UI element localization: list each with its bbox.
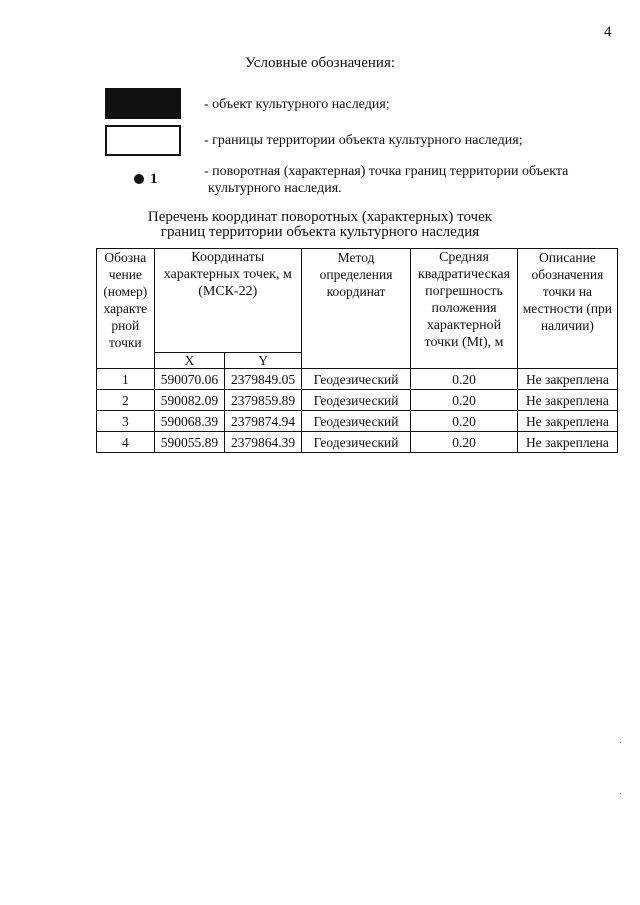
cell-error: 0.20 — [411, 432, 518, 453]
header-point-designation: Обозна чение (номер) характе рной точки — [97, 249, 155, 369]
page-number: 4 — [604, 24, 612, 40]
cell-y: 2379864.39 — [225, 432, 302, 453]
header-method: Метод определения координат — [301, 249, 410, 369]
cell-method: Геодезический — [301, 411, 410, 432]
scan-artifact-dot — [620, 793, 621, 794]
heritage-object-swatch — [105, 88, 181, 119]
cell-x: 590055.89 — [154, 432, 225, 453]
cell-y: 2379859.89 — [225, 390, 302, 411]
header-error: Средняя квадратическая погрешность положения характерной точки (Mt), м — [411, 249, 518, 369]
cell-description: Не закреплена — [517, 432, 617, 453]
header-y: Y — [225, 353, 302, 369]
cell-point-number: 2 — [97, 390, 155, 411]
cell-x: 590082.09 — [154, 390, 225, 411]
cell-point-number: 1 — [97, 369, 155, 390]
cell-error: 0.20 — [411, 390, 518, 411]
cell-y: 2379849.05 — [225, 369, 302, 390]
table-row — [97, 390, 618, 411]
cell-description: Не закреплена — [517, 411, 617, 432]
table-row — [97, 432, 618, 453]
cell-method: Геодезический — [301, 369, 410, 390]
legend-item-heritage-object: - объект культурного наследия; — [204, 97, 390, 112]
cell-y: 2379874.94 — [225, 411, 302, 432]
table-row — [97, 411, 618, 432]
cell-method: Геодезический — [301, 432, 410, 453]
cell-error: 0.20 — [411, 411, 518, 432]
legend-item-turning-point-line2: культурного наследия. — [208, 181, 342, 196]
coordinates-table — [96, 248, 618, 453]
point-dot-icon — [134, 174, 144, 184]
legend-title: Условные обозначения: — [244, 55, 396, 71]
turning-point-symbol — [134, 171, 158, 188]
cell-x: 590070.06 — [154, 369, 225, 390]
header-x: X — [154, 353, 225, 369]
header-coordinates: Координаты характерных точек, м (МСК-22) — [154, 249, 301, 353]
table-title — [0, 210, 640, 240]
cell-description: Не закреплена — [517, 369, 617, 390]
header-description: Описание обозначения точки на местности (при наличии) — [517, 249, 617, 369]
legend-item-territory-boundary: - границы территории объекта культурного наследия; — [204, 133, 523, 148]
table-title-line1: Перечень координат поворотных (характерных) точек — [147, 209, 493, 225]
cell-error: 0.20 — [411, 369, 518, 390]
cell-point-number: 3 — [97, 411, 155, 432]
cell-method: Геодезический — [301, 390, 410, 411]
legend-item-turning-point-line1: - поворотная (характерная) точка границ территории объекта — [204, 164, 569, 179]
scan-artifact-dot — [620, 742, 621, 743]
cell-description: Не закреплена — [517, 390, 617, 411]
turning-point-label: 1 — [150, 171, 158, 187]
cell-x: 590068.39 — [154, 411, 225, 432]
territory-boundary-swatch — [105, 125, 181, 156]
table-title-line2: границ территории объекта культурного наследия — [160, 224, 480, 240]
cell-point-number: 4 — [97, 432, 155, 453]
table-row — [97, 369, 618, 390]
